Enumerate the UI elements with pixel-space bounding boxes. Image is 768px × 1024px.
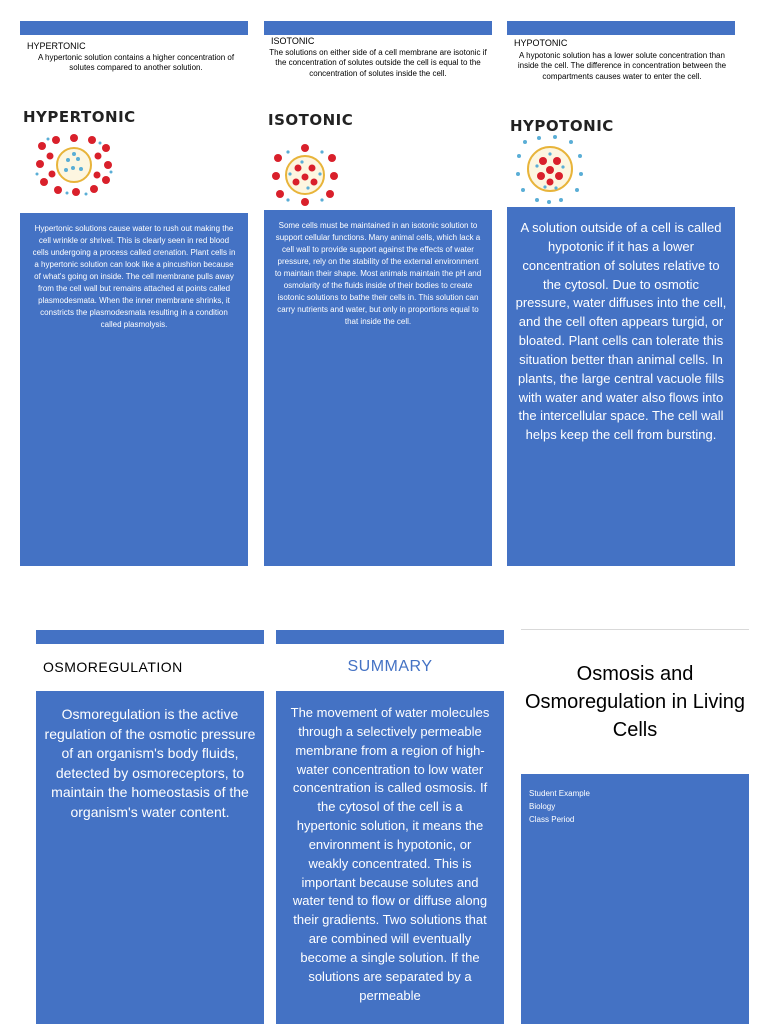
isotonic-heading: ISOTONIC (268, 111, 354, 129)
cover-subject: Biology (529, 801, 556, 811)
hypertonic-heading: HYPERTONIC (23, 108, 136, 126)
isotonic-panel: Some cells must be maintained in an isotonic solution to support cellular functions. Many animal cells, which lack a cell wall to provide support against the effects of water pressure, rely on the stability of the external environment to maintain their shape. Most animals maintain the pH and osmolarity of the fluids inside of their bodies to create isotonic solutions to bathe their cells in. This solution can carry nutrients and water, but only in proportions equal to that inside the cell. (264, 210, 492, 566)
osmoregulation-heading: OSMOREGULATION (43, 659, 183, 675)
isotonic-label: ISOTONIC (271, 36, 315, 46)
hypertonic-cell-icon (34, 134, 114, 196)
summary-text: The movement of water molecules through a selectively permeable membrane from a region of high-water concentration to low water concentration is called osmosis. If the cytosol of the cell is a hypertonic solution, it means the environment is hypotonic, or weakly concentrated. This is important because solutes and water tend to flow or diffuse along their gradients. Two solutions that are combined will eventually become a single solution. If the solutions are separated by a permeable (290, 705, 490, 1003)
summary-heading: SUMMARY (347, 658, 433, 675)
isotonic-cell-icon (272, 144, 338, 206)
hypertonic-panel: Hypertonic solutions cause water to rush out making the cell wrinkle or shrivel. This is clearly seen in red blood cells undergoing a process called crenation. Plant cells in a hypertonic solution can look like a pincushion because of what's going on inside. The cell membrane pulls away from the cell wall but remains attached at points called plasmodesmata. When the inner membrane shrinks, it constricts the plasmodesmata resulting in a condition called plasmolysis. (20, 213, 248, 566)
hypotonic-panel: A solution outside of a cell is called hypotonic if it has a lower concentration of solutes relative to the cytosol. Due to osmotic pressure, water diffuses into the cell, and the cell often appears turgid, or bloated. Plant cells can tolerate this situation better than animal cells. In plants, the large central vacuole fills with water and water also flows into the intercellular space. The cell wall helps keep the cell from bursting. (507, 207, 735, 566)
cover-title: Osmosis and Osmoregulation in Living Cells (524, 663, 746, 741)
hypotonic-definition: A hypotonic solution has a lower solute concentration than inside the cell. The difference in concentration between the compartments causes water to enter the cell. (517, 51, 727, 81)
hypotonic-heading: HYPOTONIC (510, 117, 614, 135)
isotonic-definition: The solutions on either side of a cell membrane are isotonic if the concentration of solutes outside the cell is equal to the concentration of solutes inside the cell. (269, 48, 487, 78)
osmoregulation-header-bar (36, 630, 264, 644)
hypotonic-cell-icon (515, 134, 585, 204)
summary-header-bar (276, 630, 504, 644)
cover-student: Student Example (529, 789, 590, 798)
cover-class-period: Class Period (529, 814, 575, 824)
hypotonic-header-bar (507, 21, 735, 35)
isotonic-header-bar (264, 21, 492, 35)
hypotonic-label: HYPOTONIC (514, 38, 568, 48)
hypertonic-label: HYPERTONIC (27, 41, 86, 51)
summary-panel (276, 691, 504, 1024)
cover-top-border (521, 629, 749, 630)
osmoregulation-panel: Osmoregulation is the active regulation of the osmotic pressure of an organism's body fluids, detected by osmoreceptors, to maintain the homeostasis of the organism's water content. (36, 691, 264, 1024)
hypertonic-definition: A hypertonic solution contains a higher concentration of solutes compared to another solution. (37, 53, 235, 73)
cover-panel (521, 774, 749, 1024)
hypertonic-header-bar (20, 21, 248, 35)
